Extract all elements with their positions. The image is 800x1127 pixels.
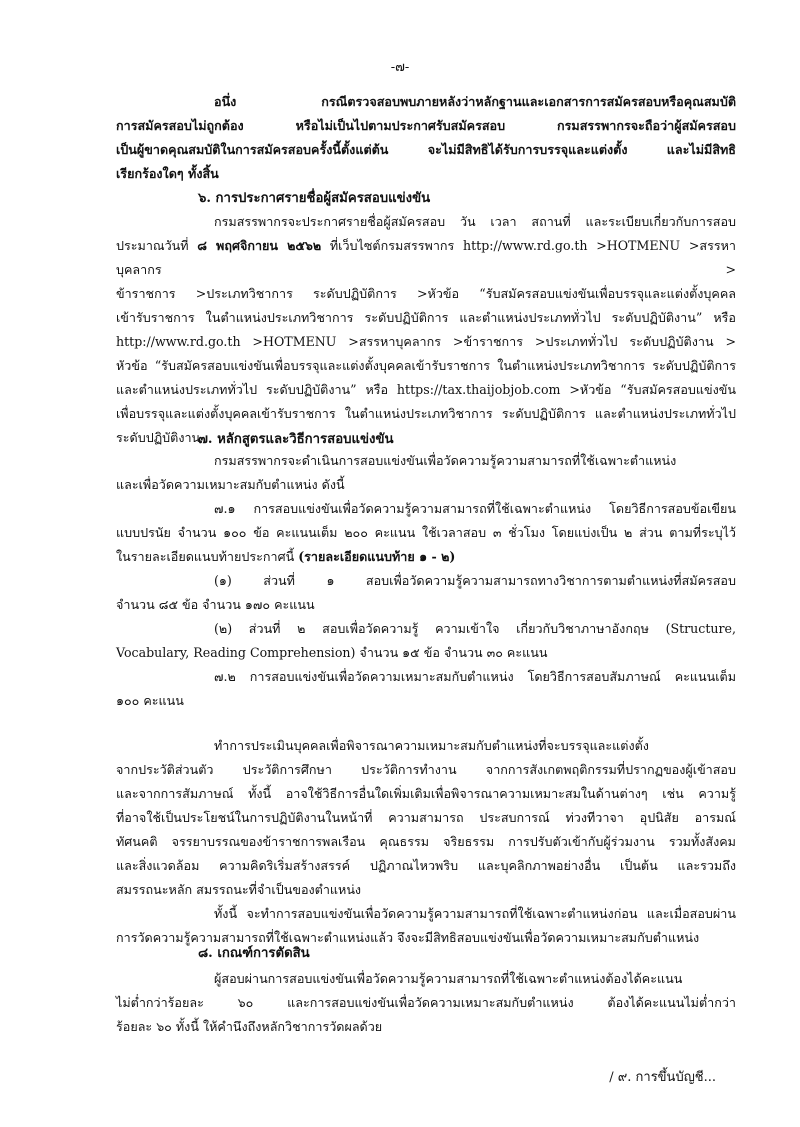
- text-line: ร้อยละ ๖๐ ทั้งนี้ ให้คำนึงถึงหลักวิชาการวัดผลด้วย: [116, 1019, 383, 1034]
- text-line: http://www.rd.go.th >HOTMENU >สรรหาบุคลากร >ข้าราชการ >ประเภททั่วไป ระดับปฏิบัติงาน >: [116, 334, 736, 349]
- text-line: ทั้งนี้ จะทำการสอบแข่งขันเพื่อวัดความรู้ความสามารถที่ใช้เฉพาะตำแหน่งก่อน และเมื่อสอบผ่าน: [214, 906, 736, 921]
- text-line: เพื่อบรรจุและแต่งตั้งบุคคลเข้ารับราชการ ในตำแหน่งประเภทวิชาการ ระดับปฏิบัติการ และตำแหน่งประเภททั่วไป: [116, 406, 736, 421]
- text-line: กรมสรรพากรจะดำเนินการสอบแข่งขันเพื่อวัดความรู้ความสามารถที่ใช้เฉพาะตำแหน่ง: [214, 453, 677, 468]
- text-line: ๗.๑ การสอบแข่งขันเพื่อวัดความรู้ความสามารถที่ใช้เฉพาะตำแหน่ง โดยวิธีการสอบข้อเขียน: [214, 501, 736, 516]
- text-line: Vocabulary, Reading Comprehension) จำนวน ๑๕ ข้อ จำนวน ๓๐ คะแนน: [116, 645, 548, 660]
- text-line: ไม่ต่ำกว่าร้อยละ ๖๐ และการสอบแข่งขันเพื่อวัดความเหมาะสมกับตำแหน่ง ต้องได้คะแนนไม่ต่ำกว่า: [116, 995, 736, 1010]
- text-line: เข้ารับราชการ ในตำแหน่งประเภทวิชาการ ระดับปฏิบัติการ และตำแหน่งประเภททั่วไป ระดับปฏิบัติงาน” หรือ: [116, 310, 736, 325]
- section-7-body: [116, 449, 736, 713]
- next-page-reference: / ๙. การขึ้นบัญชี...: [609, 1070, 716, 1085]
- text-line: การสมัครสอบไม่ถูกต้อง หรือไม่เป็นไปตามประกาศรับสมัครสอบ กรมสรรพากรจะถือว่าผู้สมัครสอบ: [116, 118, 736, 133]
- attachment-reference: (รายละเอียดแนบท้าย ๑ - ๒): [298, 549, 456, 564]
- text-line: (๒) ส่วนที่ ๒ สอบเพื่อวัดความรู้ ความเข้าใจ เกี่ยวกับวิชาภาษาอังกฤษ (Structure,: [214, 621, 736, 636]
- text-line: และเพื่อวัดความเหมาะสมกับตำแหน่ง ดังนี้: [116, 477, 345, 492]
- text-line: กรมสรรพากรจะประกาศรายชื่อผู้สมัครสอบ วัน เวลา สถานที่ และระเบียบเกี่ยวกับการสอบ: [214, 214, 736, 229]
- text-line: [116, 545, 736, 569]
- section-6-body: [116, 210, 736, 450]
- text-line: ๑๐๐ คะแนน: [116, 693, 184, 708]
- text-line: [116, 234, 736, 282]
- text-run: ที่เว็บไซต์กรมสรรพากร http://www.rd.go.th >HOTMENU >สรรหาบุคลากร >: [116, 238, 736, 277]
- text-line: การวัดความรู้ความสามารถที่ใช้เฉพาะตำแหน่งแล้ว จึงจะมีสิทธิสอบแข่งขันเพื่อวัดความเหมาะสมกับตำแหน่ง: [116, 930, 700, 945]
- text-line: เรียกร้องใดๆ ทั้งสิ้น: [116, 166, 219, 181]
- text-line: ระดับปฏิบัติงาน: [116, 430, 201, 445]
- text-line: แบบปรนัย จำนวน ๑๐๐ ข้อ คะแนนเต็ม ๒๐๐ คะแนน ใช้เวลาสอบ ๓ ชั่วโมง โดยแบ่งเป็น ๒ ส่วน ตามที่ระบุไว้: [116, 525, 736, 540]
- text-line: และสิ่งแวดล้อม ความคิดริเริ่มสร้างสรรค์ ปฏิภาณไหวพริบ และบุคลิกภาพอย่างอื่น เป็นต้น และรวมถึง: [116, 858, 736, 873]
- text-line: อนึ่ง กรณีตรวจสอบพบภายหลังว่าหลักฐานและเอกสารการสมัครสอบหรือคุณสมบัติ: [214, 94, 736, 109]
- intro-paragraph: [116, 90, 736, 186]
- text-line: ทำการประเมินบุคคลเพื่อพิจารณาความเหมาะสมกับตำแหน่งที่จะบรรจุและแต่งตั้ง: [214, 738, 649, 753]
- text-line: และตำแหน่งประเภททั่วไป ระดับปฏิบัติงาน” หรือ https://tax.thaijobjob.com >หัวข้อ “รับสมัครสอบแข่งขัน: [116, 382, 736, 397]
- text-line: หัวข้อ “รับสมัครสอบแข่งขันเพื่อบรรจุและแต่งตั้งบุคคลเข้ารับราชการ ในตำแหน่งประเภทวิชาการ ระดับปฏิบัติการ: [116, 358, 736, 373]
- section-8-heading: ๘. เกณฑ์การตัดสิน: [198, 946, 310, 961]
- section-7-assessment: [116, 734, 736, 950]
- text-line: ๗.๒ การสอบแข่งขันเพื่อวัดความเหมาะสมกับตำแหน่ง โดยวิธีการสอบสัมภาษณ์ คะแนนเต็ม: [214, 669, 736, 684]
- text-line: ผู้สอบผ่านการสอบแข่งขันเพื่อวัดความรู้ความสามารถที่ใช้เฉพาะตำแหน่งต้องได้คะแนน: [214, 971, 683, 986]
- text-line: ที่อาจใช้เป็นประโยชน์ในการปฏิบัติงานในหน้าที่ ความสามารถ ประสบการณ์ ท่วงทีวาจา อุปนิสัย อารมณ์: [116, 810, 736, 825]
- text-line: (๑) ส่วนที่ ๑ สอบเพื่อวัดความรู้ความสามารถทางวิชาการตามตำแหน่งที่สมัครสอบ: [214, 573, 736, 588]
- text-line: เป็นผู้ขาดคุณสมบัติในการสมัครสอบครั้งนี้ตั้งแต่ต้น จะไม่มีสิทธิได้รับการบรรจุและแต่งตั้ง และไม่มีสิทธิ: [116, 142, 736, 157]
- section-8-body: [116, 967, 736, 1039]
- page-number: -๗-: [390, 60, 410, 75]
- text-line: ทัศนคติ จรรยาบรรณของข้าราชการพลเรือน คุณธรรม จริยธรรม การปรับตัวเข้ากับผู้ร่วมงาน รวมทั้งสังคม: [116, 834, 736, 849]
- date-text: ๘ พฤศจิกายน ๒๕๖๒: [197, 238, 322, 253]
- text-run: ประมาณวันที่: [116, 238, 198, 253]
- text-line: และจากการสัมภาษณ์ ทั้งนี้ อาจใช้วิธีการอื่นใดเพิ่มเติมเพื่อพิจารณาความเหมาะสมในด้านต่างๆ เช่น ความรู้: [116, 786, 736, 801]
- text-line: จากประวัติส่วนตัว ประวัติการศึกษา ประวัติการทำงาน จากการสังเกตพฤติกรรมที่ปรากฏของผู้เข้าสอบ: [116, 762, 736, 777]
- section-6-heading: ๖. การประกาศรายชื่อผู้สมัครสอบแข่งขัน: [198, 191, 431, 206]
- text-line: จำนวน ๘๕ ข้อ จำนวน ๑๗๐ คะแนน: [116, 597, 315, 612]
- text-line: สมรรถนะหลัก สมรรถนะที่จำเป็นของตำแหน่ง: [116, 882, 362, 897]
- text-run: ในรายละเอียดแนบท้ายประกาศนี้: [116, 549, 299, 564]
- text-line: ข้าราชการ >ประเภทวิชาการ ระดับปฏิบัติการ >หัวข้อ “รับสมัครสอบแข่งขันเพื่อบรรจุและแต่งตั้งบุคคล: [116, 286, 736, 301]
- section-7-heading: ๗. หลักสูตรและวิธีการสอบแข่งขัน: [198, 432, 394, 447]
